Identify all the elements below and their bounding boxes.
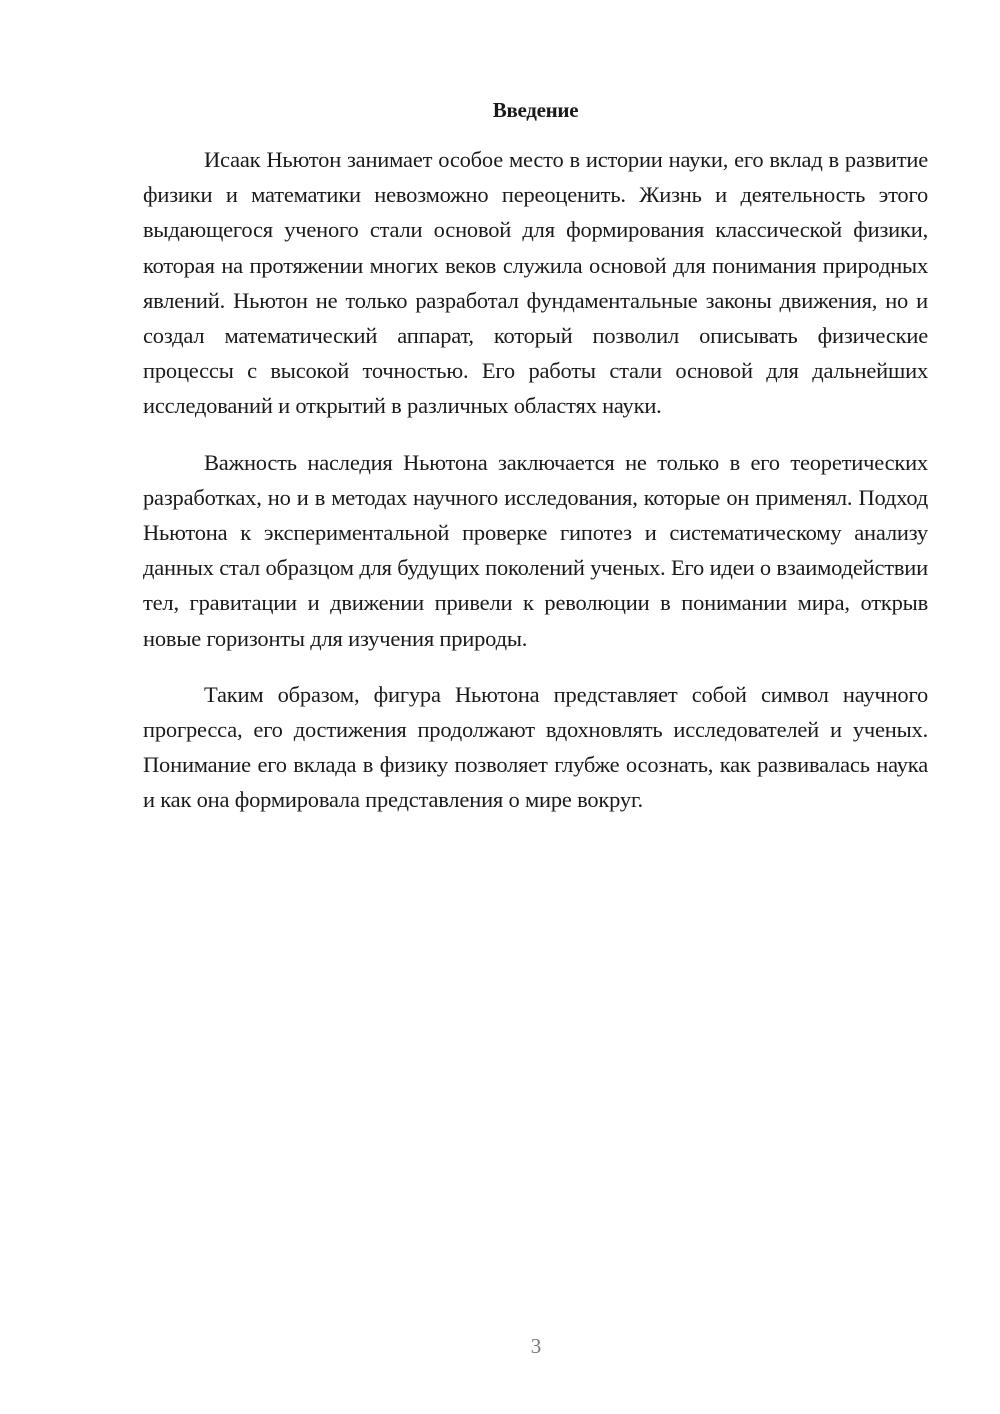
page-content	[143, 95, 928, 839]
paragraph-conclusion: Таким образом, фигура Ньютона представляет собой символ научного прогресса, его достижения продолжают вдохновлять исследователей и ученых. Понимание его вклада в физику позволяет глубже осознать, как развивалась наука и как она формировала представления о мире вокруг.	[143, 681, 928, 813]
section-heading: Введение	[492, 98, 579, 122]
paragraph-legacy: Важность наследия Ньютона заключается не только в его теоретических разработках, но и в методах научного исследования, которые он применял. Подход Ньютона к экспериментальной проверке гипотез и систематическому анализу данных стал образцом для будущих поколений ученых. Его идеи о взаимодействии тел, гравитации и движении привели к революции в понимании мира, открыв новые горизонты для изучения природы.	[143, 449, 928, 651]
page-number: 3	[530, 1334, 542, 1358]
paragraph-intro: Исаак Ньютон занимает особое место в истории науки, его вклад в развитие физики и математики невозможно переоценить. Жизнь и деятельность этого выдающегося ученого стали основой для формирования классической физики, которая на протяжении многих веков служила основой для понимания природных явлений. Ньютон не только разработал фундаментальные законы движения, но и создал математический аппарат, который позволил описывать физические процессы с высокой точностью. Его работы стали основой для дальнейших исследований и открытий в различных областях науки.	[143, 147, 928, 419]
